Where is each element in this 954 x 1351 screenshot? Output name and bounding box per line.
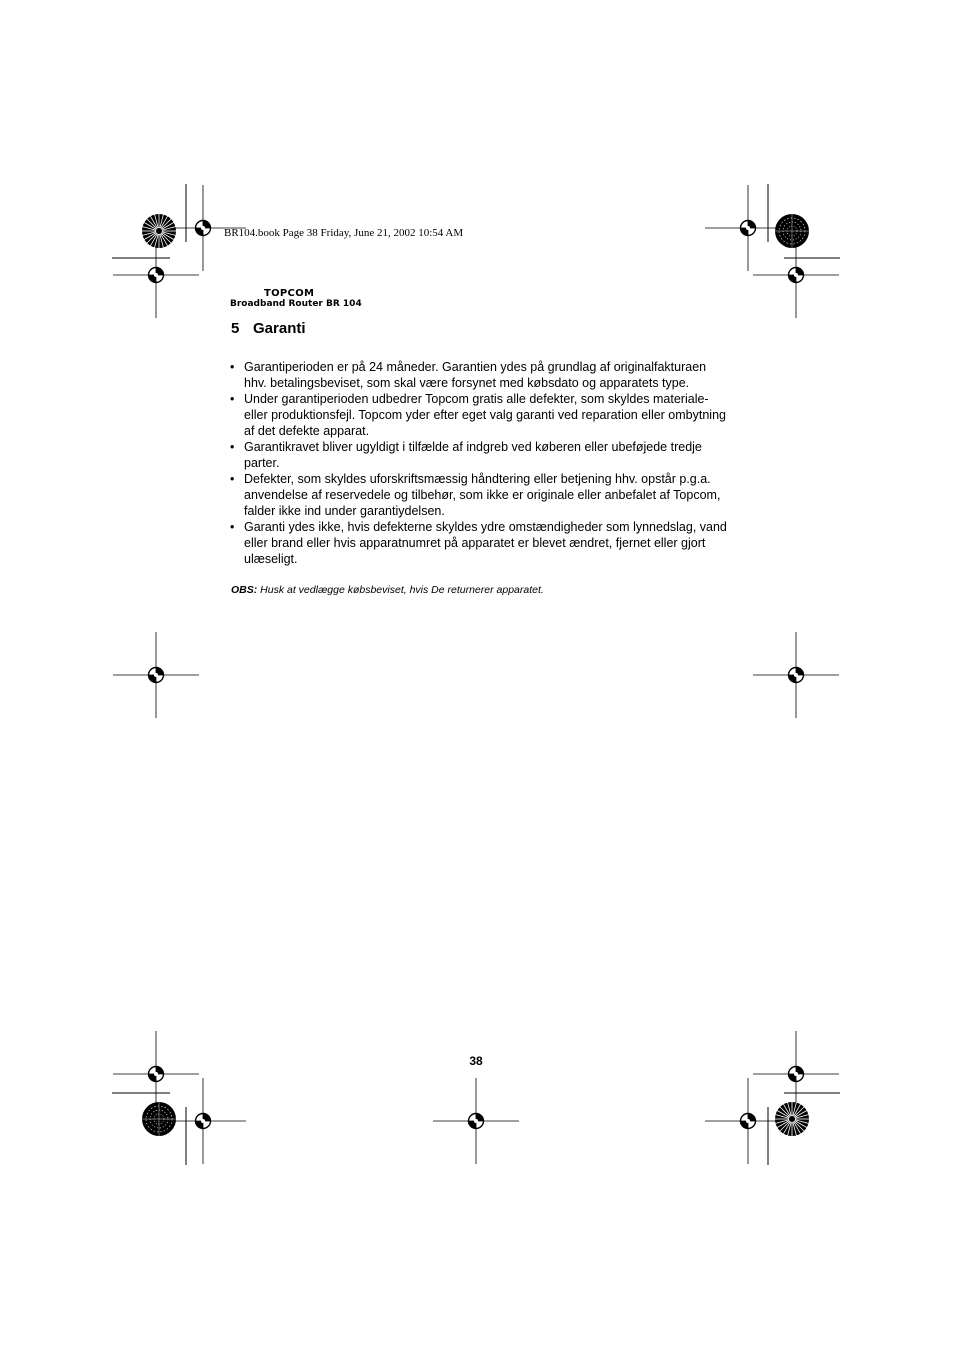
bullet-icon: • bbox=[230, 360, 235, 374]
print-slug: BR104.book Page 38 Friday, June 21, 2002 10:54 AM bbox=[224, 227, 464, 239]
starburst-target-icon bbox=[142, 214, 176, 248]
starburst-target-icon bbox=[775, 1102, 809, 1136]
note-label: OBS: bbox=[231, 584, 258, 596]
section-number: 5 bbox=[231, 320, 240, 337]
list-item-text: Under garantiperioden udbedrer Topcom gratis alle defekter, som skyldes materiale- eller produktionsfejl. Topcom yder efter eget valg garanti ved reparation eller ombytning af det defekte apparat. bbox=[244, 392, 726, 438]
page-number: 38 bbox=[469, 1054, 483, 1068]
brand-logo: TOPCOM bbox=[264, 288, 315, 299]
starburst-target-icon bbox=[142, 1102, 176, 1136]
list-item bbox=[230, 391, 730, 439]
bullet-icon: • bbox=[230, 392, 235, 406]
note bbox=[231, 584, 544, 596]
section-title: Garanti bbox=[253, 320, 306, 337]
bullet-icon: • bbox=[230, 520, 235, 534]
bullet-icon: • bbox=[230, 440, 235, 454]
header-subtitle: Broadband Router BR 104 bbox=[230, 299, 362, 309]
list-item bbox=[230, 519, 730, 567]
section-heading bbox=[231, 320, 306, 337]
list-item bbox=[230, 439, 730, 471]
list-item-text: Garantikravet bliver ugyldigt i tilfælde af indgreb ved køberen eller ubeføjede tredje parter. bbox=[244, 440, 702, 470]
warranty-list bbox=[230, 359, 730, 567]
list-item bbox=[230, 471, 730, 519]
starburst-target-icon bbox=[775, 214, 809, 248]
note-text: Husk at vedlægge købsbeviset, hvis De returnerer apparatet. bbox=[257, 584, 544, 596]
crosshair-circle-icon bbox=[753, 632, 839, 718]
crosshair-circle-icon bbox=[433, 1078, 519, 1164]
bullet-icon: • bbox=[230, 472, 235, 486]
list-item-text: Garantiperioden er på 24 måneder. Garantien ydes på grundlag af originalfakturaen hhv. betalingsbeviset, som skal være forsynet med købsdato og apparatets type. bbox=[244, 360, 707, 390]
list-item-text: Garanti ydes ikke, hvis defekterne skyldes ydre omstændigheder som lynnedslag, vand eller brand eller hvis apparatnumret på apparatet er blevet ændret, fjernet eller gjort ulæseligt. bbox=[244, 520, 727, 566]
crosshair-circle-icon bbox=[113, 632, 199, 718]
list-item bbox=[230, 359, 730, 391]
list-item-text: Defekter, som skyldes uforskriftsmæssig håndtering eller betjening hhv. opstår p.g.a. anvendelse af reservedele og tilbehør, som ikke er originale eller anbefalet af Topcom, falder ikke ind under garantiydelsen. bbox=[244, 472, 721, 518]
